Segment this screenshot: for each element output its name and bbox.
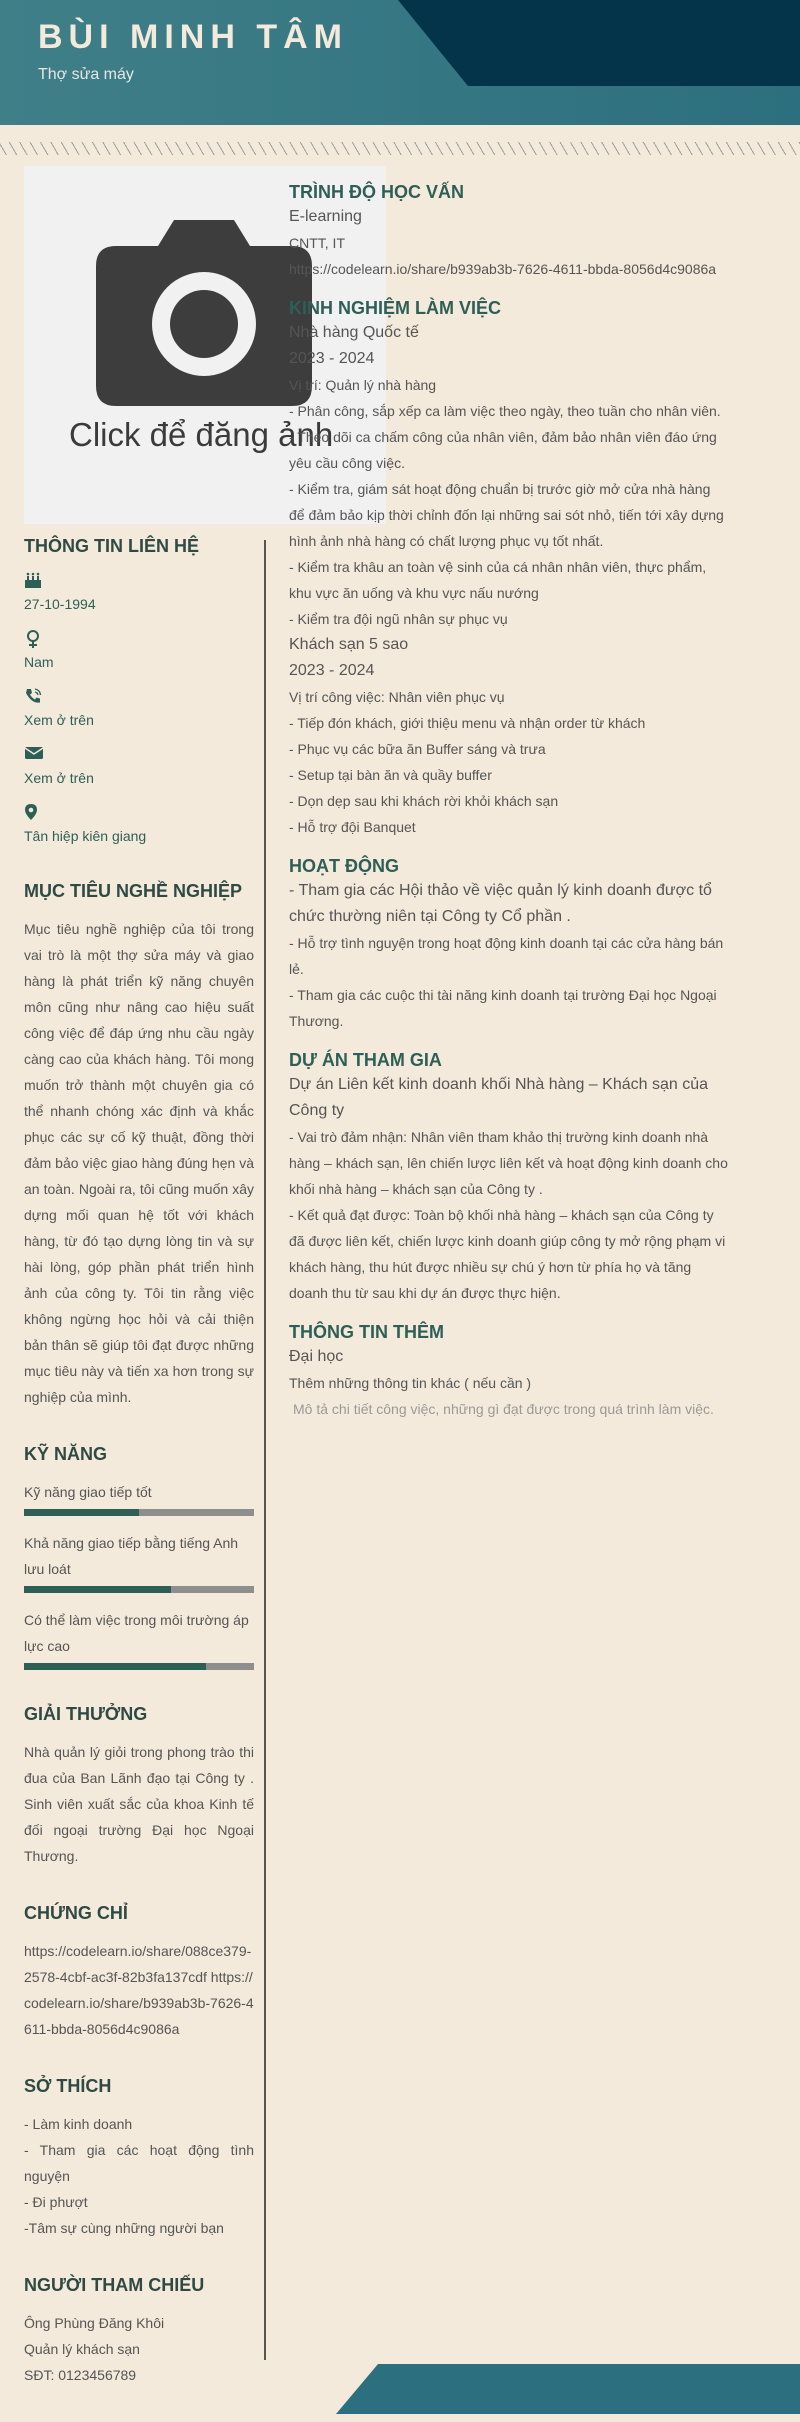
job-period: 2023 - 2024	[289, 350, 375, 367]
reference-line: Ông Phùng Đăng Khôi	[24, 2315, 165, 2331]
references-section	[24, 2275, 254, 2388]
experience-section	[289, 296, 729, 840]
job-line: - Theo dõi ca chấm công của nhân viên, đảm bảo nhân viên đáo ứng yêu cầu công việc.	[289, 429, 717, 471]
skill-bar	[24, 1663, 254, 1670]
skill-bar-fill	[24, 1663, 206, 1670]
candidate-name: BÙI MINH TÂM	[38, 18, 348, 56]
column-divider	[264, 540, 266, 2360]
gender-icon	[24, 629, 254, 651]
skill-label: Khả năng giao tiếp bằng tiếng Anh lưu loát	[24, 1535, 239, 1577]
contact-phone	[24, 687, 254, 731]
education-school: E-learning	[289, 208, 362, 225]
contact-heading: THÔNG TIN LIÊN HỆ	[24, 536, 199, 556]
additional-heading: THÔNG TIN THÊM	[289, 1322, 444, 1342]
photo-upload-caption: Click để đăng ảnh	[69, 416, 334, 453]
activity-line: - Tham gia các cuộc thi tài năng kinh doanh tại trường Đại học Ngoại Thương.	[289, 987, 717, 1029]
job-line: - Phục vụ các bữa ăn Buffer sáng và trưa	[289, 741, 546, 757]
skills-heading: KỸ NĂNG	[24, 1444, 108, 1464]
contact-gender	[24, 629, 254, 673]
objective-heading: MỤC TIÊU NGHỀ NGHIỆP	[24, 881, 243, 901]
skills-section	[24, 1444, 254, 1670]
job-line: - Tiếp đón khách, giới thiệu menu và nhận order từ khách	[289, 715, 646, 731]
map-pin-icon	[24, 803, 254, 825]
hobby-item: - Làm kinh doanh	[24, 2116, 133, 2132]
project-title: Dự án Liên kết kinh doanh khối Nhà hàng – Khách sạn của Công ty	[289, 1076, 708, 1119]
education-link[interactable]: https://codelearn.io/share/b939ab3b-7626-4611-bbda-8056d4c9086a	[289, 261, 717, 277]
job-period: 2023 - 2024	[289, 662, 375, 679]
job-line: - Phân công, sắp xếp ca làm việc theo ngày, theo tuần cho nhân viên.	[289, 403, 721, 419]
envelope-icon	[24, 745, 254, 767]
objective-text: Mục tiêu nghề nghiệp của tôi trong vai trò là một thợ sửa máy và giao hàng là phát triển kỹ năng chuyên môn cũng như nâng cao hiệu suất công việc để đáp ứng nhu cầu ngày càng cao của khách hàng. Tôi mong muốn trở thành một chuyên gia có thể nhanh chóng xác định và khắc phục các sự cố kỹ thuật, đồng thời đảm bảo việc giao hàng đúng hẹn và an toàn. Ngoài ra, tôi cũng muốn xây dựng mối quan hệ tốt với khách hàng, từ đó tạo dựng lòng tin và sự hài lòng, góp phần phát triển hình ảnh của công ty. Tôi tin rằng việc không ngừng học hỏi và cải thiện bản thân sẽ giúp tôi đạt được những mục tiêu này và tiến xa hơn trong sự nghiệp của mình.	[24, 921, 254, 1405]
header-banner	[0, 0, 800, 125]
job-line: Vị trí công việc: Nhân viên phục vụ	[289, 689, 505, 705]
left-column	[24, 536, 254, 2422]
contact-birthday	[24, 571, 254, 615]
certificates-section	[24, 1903, 254, 2042]
additional-subtitle: Đại học	[289, 1348, 344, 1365]
activities-title: - Tham gia các Hội thảo về việc quản lý kinh doanh được tổ chức thường niên tại Công ty Cổ phần .	[289, 882, 712, 925]
project-line: - Vai trò đảm nhận: Nhân viên tham khảo thị trường kinh doanh nhà hàng – khách sạn, lên chiến lược liên kết và hoạt động kinh doanh cho khối nhà hàng – khách sạn của Công ty .	[289, 1129, 728, 1197]
awards-text: Nhà quản lý giỏi trong phong trào thi đua của Ban Lãnh đạo tại Công ty . Sinh viên xuất sắc của khoa Kinh tế đối ngoại trường Đại học Ngoại Thương.	[24, 1744, 254, 1864]
job-line: Vị trí: Quản lý nhà hàng	[289, 377, 437, 393]
cake-icon	[24, 571, 254, 593]
additional-text: Thêm những thông tin khác ( nếu cần )	[289, 1375, 532, 1391]
hobby-item: - Đi phượt	[24, 2194, 88, 2210]
education-heading: TRÌNH ĐỘ HỌC VẤN	[289, 182, 464, 202]
hobby-item: - Tham gia các hoạt động tình nguyện	[24, 2142, 254, 2184]
skill-bar-fill	[24, 1586, 171, 1593]
gender-value: Nam	[24, 654, 54, 670]
additional-section	[289, 1320, 729, 1422]
hobby-item: -Tâm sự cùng những người bạn	[24, 2220, 224, 2236]
hobbies-section	[24, 2076, 254, 2241]
skill-item	[24, 1530, 254, 1593]
address-value: Tân hiệp kiên giang	[24, 828, 147, 844]
references-heading: NGƯỜI THAM CHIẾU	[24, 2275, 205, 2295]
hobbies-heading: SỞ THÍCH	[24, 2076, 112, 2096]
skill-bar	[24, 1586, 254, 1593]
additional-placeholder[interactable]: Mô tả chi tiết công việc, những gì đạt được trong quá trình làm việc.	[293, 1401, 714, 1417]
awards-section	[24, 1704, 254, 1869]
activity-line: - Hỗ trợ tình nguyện trong hoạt động kinh doanh tại các cửa hàng bán lẻ.	[289, 935, 724, 977]
skill-bar-fill	[24, 1509, 139, 1516]
job-company: Khách sạn 5 sao	[289, 636, 409, 653]
education-major: CNTT, IT	[289, 235, 345, 251]
job-title: Thợ sửa máy	[38, 66, 134, 83]
project-line: - Kết quả đạt được: Toàn bộ khối nhà hàng – khách sạn của Công ty đã được liên kết, chiến lược kinh doanh giúp công ty mở rộng phạm vi khách hàng, thu hút được nhiều sự chú ý hơn từ phía họ và tăng doanh thu từ sau khi dự án được thực hiện.	[289, 1207, 726, 1301]
hatch-divider	[0, 142, 800, 155]
birthday-value: 27-10-1994	[24, 596, 96, 612]
phone-value: Xem ở trên	[24, 712, 94, 728]
certificates-text: https://codelearn.io/share/088ce379-2578-4cbf-ac3f-82b3fa137cdf https://codelearn.io/share/b939ab3b-7626-4611-bbda-8056d4c9086a	[24, 1943, 254, 2037]
job-line: - Hỗ trợ đội Banquet	[289, 819, 416, 835]
job-line: - Dọn dẹp sau khi khách rời khỏi khách sạn	[289, 793, 559, 809]
experience-heading: KINH NGHIỆM LÀM VIỆC	[289, 298, 502, 318]
contact-address	[24, 803, 254, 847]
activities-heading: HOẠT ĐỘNG	[289, 856, 399, 876]
phone-icon	[24, 687, 254, 709]
contact-section	[24, 536, 254, 847]
activities-section	[289, 854, 729, 1034]
skill-item	[24, 1479, 254, 1516]
camera-icon	[96, 216, 312, 406]
email-value: Xem ở trên	[24, 770, 94, 786]
job-line: - Kiểm tra, giám sát hoạt động chuẩn bị trước giờ mở cửa nhà hàng để đảm bảo kịp thời chỉnh đốn lại những sai sót nhỏ, tiến tới xây dựng hình ảnh nhà hàng có chất lượng phục vụ tốt nhất.	[289, 481, 724, 549]
skill-label: Kỹ năng giao tiếp tốt	[24, 1484, 152, 1500]
education-section	[289, 180, 729, 282]
right-column	[289, 180, 729, 1436]
projects-heading: DỰ ÁN THAM GIA	[289, 1050, 442, 1070]
job-line: - Kiểm tra đội ngũ nhân sự phục vụ	[289, 611, 508, 627]
awards-heading: GIẢI THƯỞNG	[24, 1704, 148, 1724]
skill-label: Có thể làm việc trong môi trường áp lực cao	[24, 1612, 249, 1654]
projects-section	[289, 1048, 729, 1306]
certificates-heading: CHỨNG CHỈ	[24, 1903, 128, 1923]
contact-email	[24, 745, 254, 789]
job-line: - Setup tại bàn ăn và quầy buffer	[289, 767, 492, 783]
skill-item	[24, 1607, 254, 1670]
objective-section	[24, 881, 254, 1410]
reference-line: Quản lý khách sạn	[24, 2341, 140, 2357]
skill-bar	[24, 1509, 254, 1516]
job-company: Nhà hàng Quốc tế	[289, 324, 419, 341]
job-line: - Kiểm tra khâu an toàn vệ sinh của cá nhân nhân viên, thực phẩm, khu vực ăn uống và khu vực nấu nướng	[289, 559, 707, 601]
reference-line: SĐT: 0123456789	[24, 2367, 137, 2383]
